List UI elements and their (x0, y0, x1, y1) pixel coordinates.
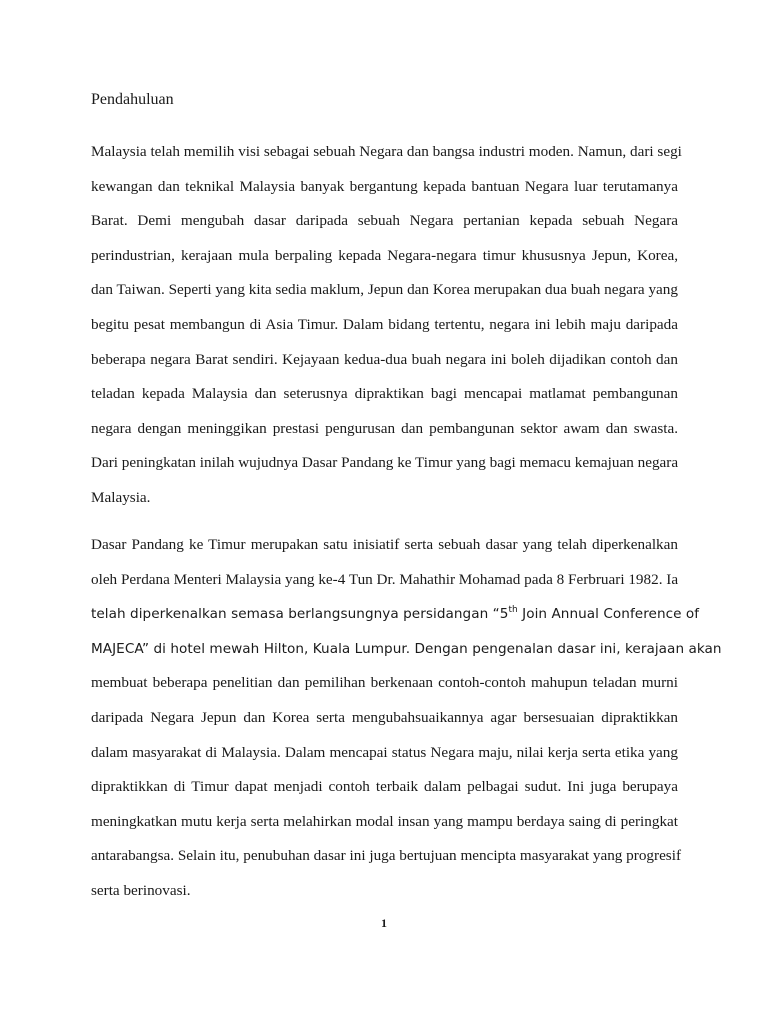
text-line (91, 632, 722, 667)
text-line: perindustrian, kerajaan mula berpaling kepada Negara-negara timur khususnya Jepun, Korea, (91, 246, 678, 264)
paragraph-dasar-pandang-ke-timur (91, 528, 722, 909)
text-line: Dari peningkatan inilah wujudnya Dasar Pandang ke Timur yang bagi memacu kemajuan negara (91, 454, 679, 472)
text-fragment: . Dengan pengenalan dasar ini, kerajaan akan (405, 640, 722, 657)
text-line: Malaysia. (91, 488, 151, 506)
text-fragment: telah diperkenalkan semasa berlangsungnya persidangan “5 (91, 606, 509, 623)
text-line: begitu pesat membangun di Asia Timur. Dalam bidang tertentu, negara ini lebih maju daripada (91, 315, 678, 333)
text-line: meningkatkan mutu kerja serta melahirkan modal insan yang mampu berdaya saing di peringkat (91, 812, 678, 830)
page-number: 1 (381, 916, 387, 930)
section-heading: Pendahuluan (91, 91, 174, 108)
text-line: beberapa negara Barat sendiri. Kejayaan kedua-dua buah negara ini boleh dijadikan contoh dan (91, 350, 678, 368)
text-line: Dasar Pandang ke Timur merupakan satu inisiatif serta sebuah dasar yang telah diperkenalkan (91, 536, 678, 553)
text-line: oleh Perdana Menteri Malaysia yang ke-4 Tun Dr. Mahathir Mohamad pada 8 Ferbruari 1982. Ia (91, 570, 679, 588)
text-fragment: Join Annual Conference of (517, 606, 700, 623)
text-line: dalam masyarakat di Malaysia. Dalam mencapai status Negara maju, nilai kerja serta etika yang (91, 743, 678, 761)
text-line: dipraktikkan di Timur dapat menjadi contoh terbaik dalam pelbagai sudut. Ini juga berupaya (91, 778, 678, 796)
text-line: kewangan dan teknikal Malaysia banyak bergantung kepada bantuan Negara luar terutamanya (91, 177, 678, 195)
text-line: teladan kepada Malaysia dan seterusnya dipraktikan bagi mencapai matlamat pembangunan (91, 385, 678, 403)
text-line: membuat beberapa penelitian dan pemilihan berkenaan contoh-contoh mahupun teladan murni (91, 674, 678, 692)
text-line: dan Taiwan. Seperti yang kita sedia maklum, Jepun dan Korea merupakan dua buah negara yang (91, 281, 678, 299)
text-line: daripada Negara Jepun dan Korea serta mengubahsuaikannya agar bersesuaian dipraktikkan (91, 708, 678, 726)
text-line-with-superscript (91, 597, 700, 632)
text-fragment: MAJECA” di hotel mewah Hilton, Kuala Lumpur (91, 640, 406, 657)
text-line: serta berinovasi. (91, 881, 191, 899)
text-line: antarabangsa. Selain itu, penubuhan dasar ini juga bertujuan mencipta masyarakat yang progresif (91, 847, 681, 865)
ordinal-superscript: th (508, 605, 518, 616)
text-line: negara dengan meninggikan prestasi pengurusan dan pembangunan sektor awam dan swasta. (91, 419, 678, 437)
paragraph-introduction (91, 135, 682, 516)
text-line: Malaysia telah memilih visi sebagai sebuah Negara dan bangsa industri moden. Namun, dari segi (91, 143, 682, 160)
text-line: Barat. Demi mengubah dasar daripada sebuah Negara pertanian kepada sebuah Negara (91, 212, 678, 230)
